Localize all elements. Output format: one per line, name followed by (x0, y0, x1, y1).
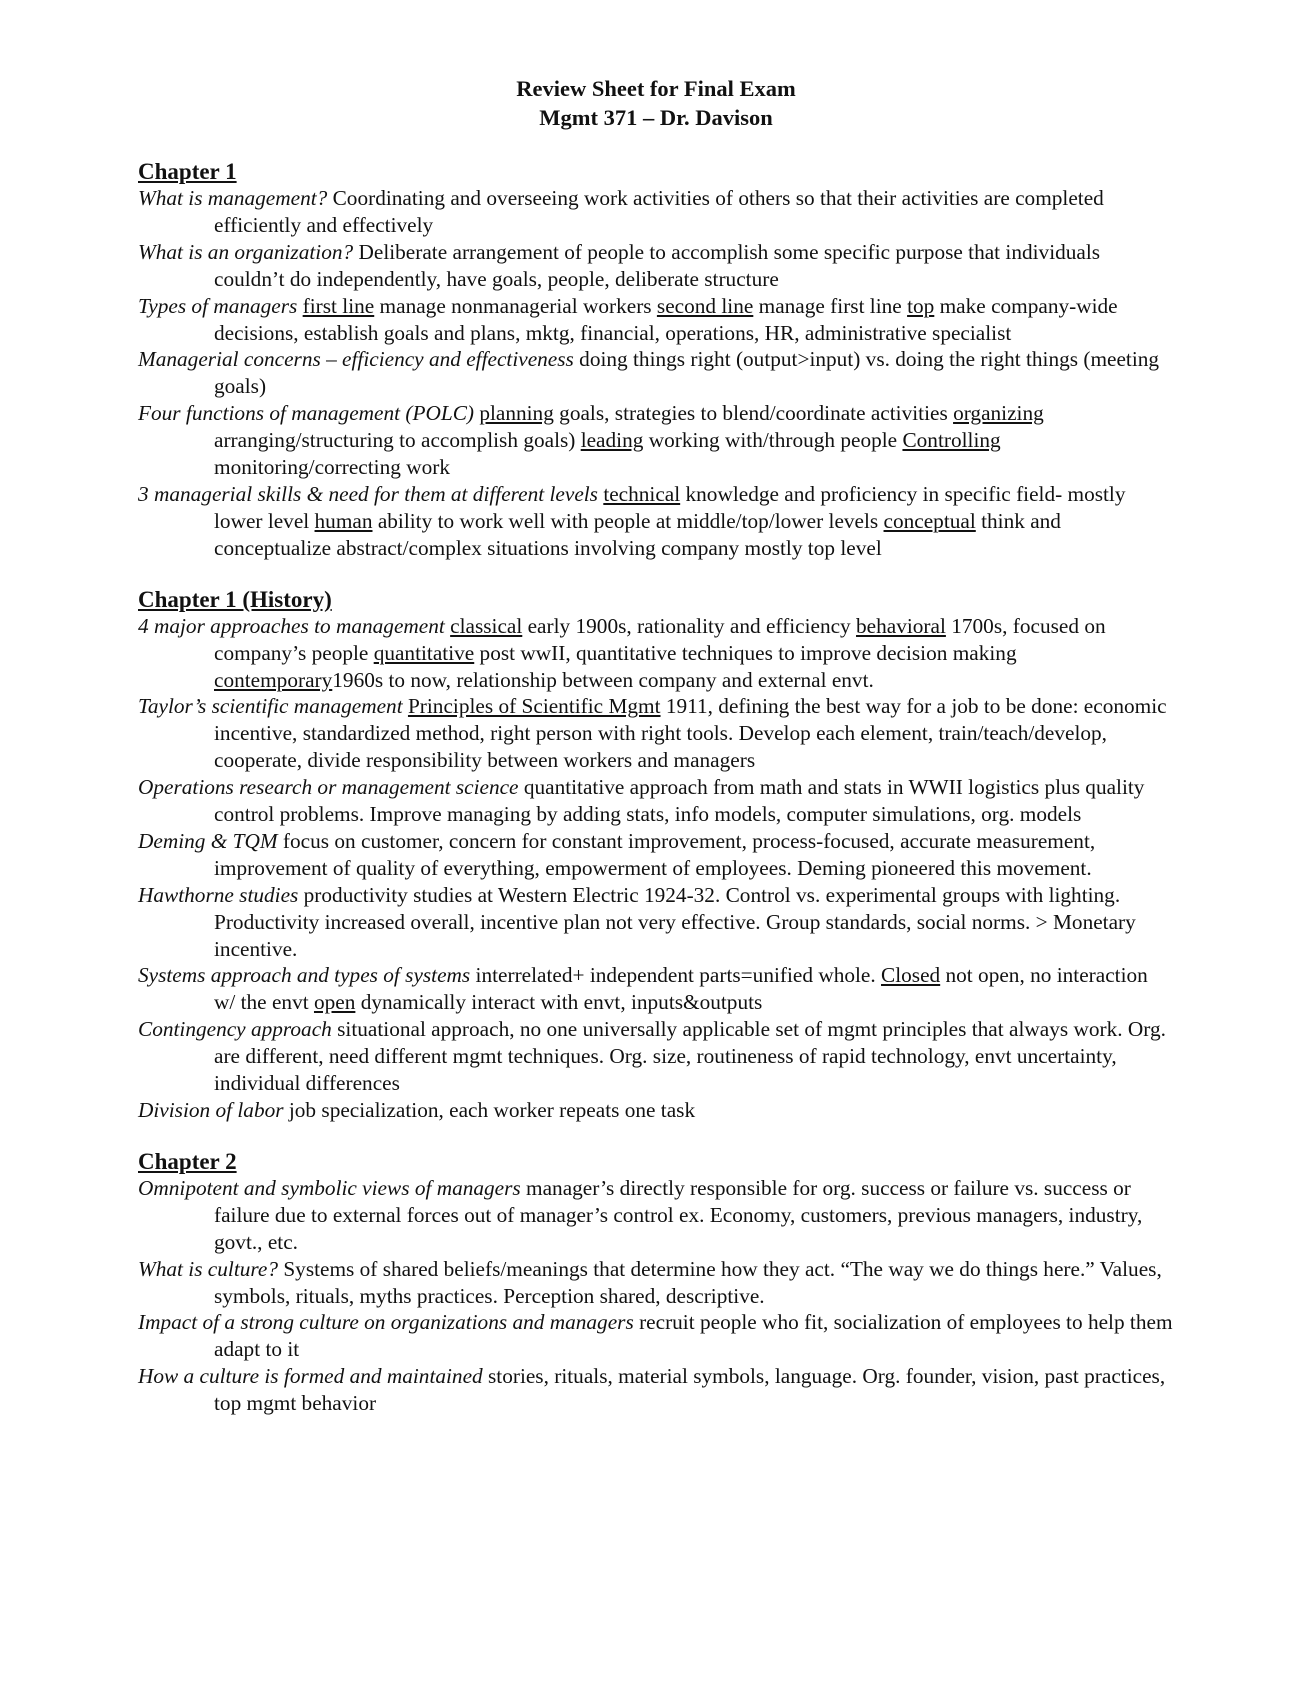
review-entry (138, 400, 1174, 481)
entry-term: How a culture is formed and maintained (138, 1364, 483, 1389)
document-title: Review Sheet for Final Exam (516, 76, 796, 101)
course-line: Mgmt 371 – Dr. Davison (539, 105, 773, 130)
entry-term: Omnipotent and symbolic views of managers (138, 1175, 521, 1200)
entry-text: focus on customer, concern for constant improvement, process-focused, accurate measurement, improvement of quality of everything, empowerment of employees. Deming pioneered this movement. (214, 828, 1096, 880)
entry-term: Types of managers (138, 293, 298, 318)
chapter-section (138, 586, 1174, 1124)
review-entry (138, 774, 1174, 828)
entry-text: post wwII, quantitative techniques to improve decision making (474, 640, 1017, 665)
entry-text: productivity studies at Western Electric 1924-32. Control vs. experimental groups with lighting. Productivity increased overall, incentive plan not very effective. Group standards, social norms. > Monetary incentive. (214, 882, 1136, 961)
review-entry (138, 239, 1174, 293)
entry-term: 4 major approaches to management (138, 613, 445, 638)
entry-text: Coordinating and overseeing work activities of others so that their activities are completed efficiently and effectively (214, 186, 1104, 237)
entry-text: situational approach, no one universally applicable set of mgmt principles that always work. Org. are different, need different mgmt techniques. Org. size, routineness of rapid technology, envt uncertainty, individual differences (214, 1017, 1166, 1096)
keyword-underlined: human (314, 508, 373, 533)
entry-text: think and conceptualize abstract/complex situations involving company mostly top level (214, 508, 1061, 560)
keyword-underlined: Closed (881, 963, 941, 988)
entry-text: 1700s, focused on company’s people (214, 613, 1106, 665)
entry-text: make company-wide decisions, establish goals and plans, mktg, financial, operations, HR, administrative specialist (214, 293, 1118, 345)
entry-term: Managerial concerns – efficiency and effectiveness (138, 347, 574, 372)
entry-text: 1960s to now, relationship between company and external envt. (332, 667, 874, 692)
review-entry (138, 346, 1174, 400)
review-entry (138, 1175, 1174, 1256)
chapter-heading: Chapter 2 (138, 1148, 237, 1174)
entry-text: knowledge and proficiency in specific field- mostly lower level (214, 481, 1126, 533)
entry-text: quantitative approach from math and stats in WWII logistics plus quality control problems. Improve managing by adding stats, info models, computer simulations, org. models (214, 775, 1145, 827)
review-entry (138, 828, 1174, 882)
entry-text: goals, strategies to blend/coordinate activities (553, 401, 954, 426)
chapter-heading: Chapter 1 (138, 159, 237, 184)
review-entry (138, 1016, 1174, 1097)
chapter-section (138, 158, 1174, 562)
entry-term: Operations research or management science (138, 775, 519, 800)
review-entry (138, 882, 1174, 963)
entry-text: Deliberate arrangement of people to accomplish some specific purpose that individuals couldn’t do independently, have goals, people, deliberate structure (214, 239, 1101, 291)
entry-text: arranging/structuring to accomplish goals) (214, 428, 581, 453)
entry-text: manage nonmanagerial workers (374, 293, 657, 318)
entry-text: not open, no interaction w/ the envt (214, 963, 1148, 1015)
review-entry (138, 481, 1174, 562)
entry-term: Hawthorne studies (138, 882, 299, 907)
entry-text: manager’s directly responsible for org. success or failure vs. success or failure due to external forces out of manager’s control ex. Economy, customers, previous managers, industry, govt., etc. (214, 1175, 1143, 1254)
review-entry (138, 1097, 1174, 1124)
keyword-underlined: open (313, 990, 356, 1015)
keyword-underlined: organizing (953, 401, 1044, 426)
entry-term: What is culture? (138, 1256, 278, 1281)
review-entry (138, 693, 1174, 774)
keyword-underlined: conceptual (883, 508, 976, 533)
entry-text: working with/through people (643, 428, 903, 453)
review-entry (138, 185, 1174, 239)
review-entry (138, 293, 1174, 347)
entry-text: 1911, defining the best way for a job to be done: economic incentive, standardized method, right person with right tools. Develop each element, train/teach/develop, cooperate, divide responsibility between workers and managers (214, 694, 1167, 773)
keyword-underlined: second line (656, 293, 754, 318)
document-header (138, 74, 1174, 132)
keyword-underlined: leading (580, 428, 644, 453)
entry-term: Impact of a strong culture on organizations and managers (138, 1310, 634, 1335)
entry-term: Contingency approach (138, 1017, 332, 1042)
chapter-section (138, 1148, 1174, 1417)
review-entry (138, 1256, 1174, 1310)
entry-term: Four functions of management (POLC) (138, 401, 474, 426)
entry-text: job specialization, each worker repeats one task (283, 1098, 696, 1122)
entry-text: stories, rituals, material symbols, language. Org. founder, vision, past practices, top mgmt behavior (214, 1364, 1166, 1416)
entry-term: What is an organization? (138, 239, 354, 264)
keyword-underlined: contemporary (214, 667, 333, 692)
entry-term: Taylor’s scientific management (138, 694, 403, 719)
entry-text: Systems of shared beliefs/meanings that determine how they act. “The way we do things here.” Values, symbols, rituals, myths practices. Perception shared, descriptive. (214, 1256, 1162, 1308)
keyword-underlined: top (907, 293, 935, 318)
entry-text: recruit people who fit, socialization of employees to help them adapt to it (214, 1310, 1173, 1362)
keyword-underlined: quantitative (373, 640, 475, 665)
entry-text: doing things right (output>input) vs. doing the right things (meeting goals) (214, 347, 1160, 399)
document-body (138, 158, 1174, 1417)
entry-text: manage first line (753, 293, 908, 318)
keyword-underlined: behavioral (856, 613, 946, 638)
keyword-underlined: Principles of Scientific Mgmt (407, 694, 661, 719)
keyword-underlined: classical (450, 613, 523, 638)
entry-term: 3 managerial skills & need for them at different levels (138, 481, 598, 506)
entry-term: Systems approach and types of systems (138, 963, 471, 988)
review-entry (138, 1309, 1174, 1363)
keyword-underlined: first line (302, 293, 375, 318)
keyword-underlined: planning (479, 401, 554, 426)
entry-term: What is management? (138, 186, 328, 210)
entry-text: interrelated+ independent parts=unified whole. (470, 963, 882, 988)
keyword-underlined: Controlling (902, 428, 1001, 453)
entry-text: ability to work well with people at middle/top/lower levels (372, 508, 884, 533)
entry-term: Deming & TQM (138, 828, 278, 853)
entry-text: early 1900s, rationality and efficiency (522, 613, 857, 638)
chapter-heading: Chapter 1 (History) (138, 586, 332, 612)
entry-text: monitoring/correcting work (214, 455, 450, 480)
review-entry (138, 613, 1174, 694)
review-entry (138, 962, 1174, 1016)
entry-text: dynamically interact with envt, inputs&outputs (355, 990, 763, 1015)
keyword-underlined: technical (603, 481, 681, 506)
review-entry (138, 1363, 1174, 1417)
entry-term: Division of labor (138, 1098, 284, 1122)
